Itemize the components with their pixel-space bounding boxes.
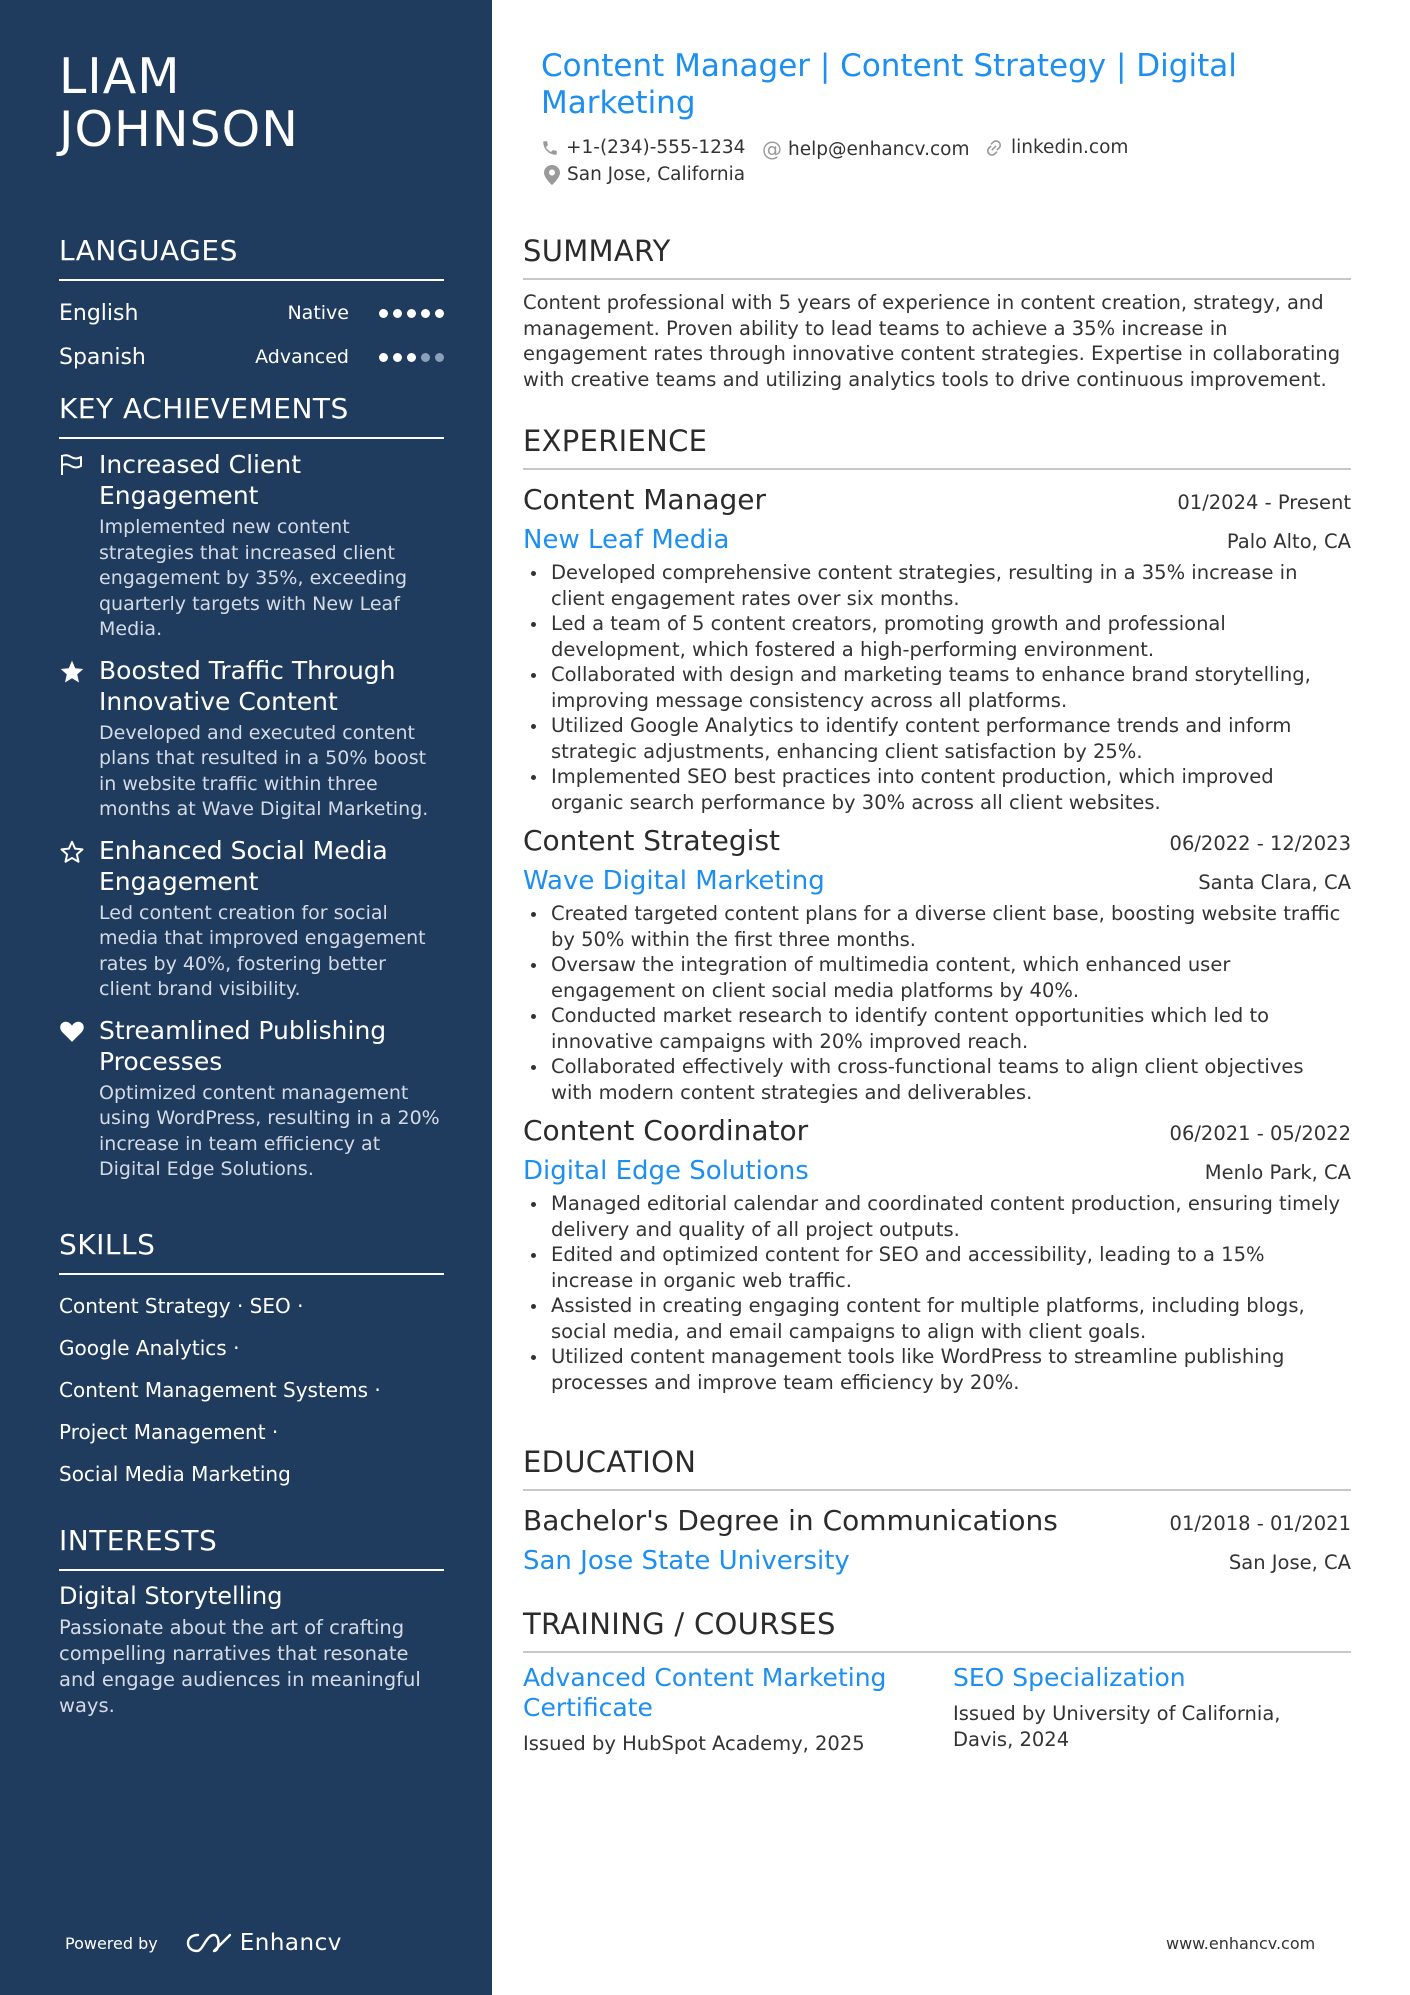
course-item xyxy=(953,1663,1333,1757)
job-bullet: Utilized Google Analytics to identify content performance trends and inform strategic adjustments, enhancing client satisfaction by 25%. xyxy=(523,713,1351,764)
experience-section xyxy=(523,424,1351,1395)
proficiency-dot-filled xyxy=(421,309,430,318)
job-bullet: Developed comprehensive content strategies, resulting in a 35% increase in client engagement rates over six months. xyxy=(523,560,1351,611)
course-issuer: Issued by University of California, Davis, 2024 xyxy=(953,1702,1281,1751)
job-bullet: Managed editorial calendar and coordinated content production, ensuring timely delivery and quality of all project outputs. xyxy=(523,1191,1351,1242)
education-title: EDUCATION xyxy=(523,1445,1351,1491)
job-bullet: Conducted market research to identify content opportunities which led to innovative campaigns with 20% improved reach. xyxy=(523,1003,1351,1054)
achievement-item xyxy=(59,835,444,1003)
flag-icon xyxy=(59,449,99,643)
job-bullet: Edited and optimized content for SEO and accessibility, leading to a 15% increase in organic web traffic. xyxy=(523,1242,1351,1293)
job-dates: 01/2024 - Present xyxy=(1177,491,1351,514)
skills-title: SKILLS xyxy=(59,1228,444,1275)
skills-section xyxy=(59,1228,444,1495)
job-bullets xyxy=(523,901,1351,1105)
name-last: JOHNSON xyxy=(59,101,299,158)
interests-title: INTERESTS xyxy=(59,1524,444,1571)
skill-row: Google Analytics · xyxy=(59,1336,240,1360)
achievement-item xyxy=(59,655,444,823)
website-link[interactable]: www.enhancv.com xyxy=(1166,1934,1316,1953)
location-text: San Jose, California xyxy=(567,164,746,185)
job-title: Content Manager xyxy=(523,483,766,516)
course-item xyxy=(523,1663,923,1757)
school-name: San Jose State University xyxy=(523,1546,850,1576)
interests-section xyxy=(59,1524,444,1719)
languages-title: LANGUAGES xyxy=(59,234,444,281)
job-entry xyxy=(523,1111,1351,1395)
achievement-title: Boosted Traffic Through Innovative Content xyxy=(99,655,396,716)
job-company: Wave Digital Marketing xyxy=(523,866,825,896)
job-bullet: Created targeted content plans for a diverse client base, boosting website traffic by 50% within the first three months. xyxy=(523,901,1351,952)
headline: Content Manager | Content Strategy | Digital Marketing xyxy=(541,48,1237,121)
linkedin-text[interactable]: linkedin.com xyxy=(1011,137,1129,158)
email-text[interactable]: help@enhancv.com xyxy=(788,138,970,160)
language-level: Native xyxy=(287,302,349,324)
language-level: Advanced xyxy=(255,346,349,368)
education-section xyxy=(523,1445,1351,1581)
job-title: Content Coordinator xyxy=(523,1114,809,1147)
contact-location xyxy=(544,164,745,185)
contact-linkedin xyxy=(984,137,1128,158)
summary-text: Content professional with 5 years of experience in content creation, strategy, and management. Proven ability to lead teams to achieve a 35% increase in engagement rates through innovative content strategies. Expertise in collaborating with creative teams and utilizing analytics tools to drive continuous improvement. xyxy=(523,291,1341,391)
enhancv-logo-icon xyxy=(186,1931,232,1955)
phone-text[interactable]: +1-(234)-555-1234 xyxy=(566,137,746,158)
proficiency-dot-empty xyxy=(421,353,430,362)
contact-email xyxy=(762,137,969,161)
achievement-description: Optimized content management using WordPress, resulting in a 20% increase in team efficiency at Digital Edge Solutions. xyxy=(99,1081,440,1180)
interest-title: Digital Storytelling xyxy=(59,1582,283,1610)
achievement-description: Implemented new content strategies that increased client engagement by 35%, exceeding quarterly targets with New Leaf Media. xyxy=(99,516,408,640)
skill-row: Content Strategy · SEO · xyxy=(59,1294,304,1318)
achievement-title: Enhanced Social Media Engagement xyxy=(99,835,388,896)
enhancv-logo-text: Enhancv xyxy=(239,1930,342,1956)
course-issuer: Issued by HubSpot Academy, 2025 xyxy=(523,1732,865,1755)
job-bullet: Oversaw the integration of multimedia content, which enhanced user engagement on client social media platforms by 40%. xyxy=(523,952,1351,1003)
job-bullets xyxy=(523,1191,1351,1395)
star-outline-icon xyxy=(59,835,99,1003)
course-title: Advanced Content Marketing Certificate xyxy=(523,1663,887,1722)
proficiency-dot-empty xyxy=(435,353,444,362)
interest-description: Passionate about the art of crafting compelling narratives that resonate and engage audiences in meaningful ways. xyxy=(59,1616,421,1717)
enhancv-logo[interactable] xyxy=(186,1930,342,1956)
training-title: TRAINING / COURSES xyxy=(523,1607,1351,1653)
language-proficiency-dots xyxy=(379,353,444,362)
degree-title: Bachelor's Degree in Communications xyxy=(523,1504,1058,1537)
location-pin-icon xyxy=(544,165,560,185)
proficiency-dot-filled xyxy=(393,353,402,362)
experience-title: EXPERIENCE xyxy=(523,424,1351,470)
job-dates: 06/2021 - 05/2022 xyxy=(1169,1122,1351,1145)
candidate-name xyxy=(59,50,299,156)
job-location: Palo Alto, CA xyxy=(1226,530,1351,553)
powered-by xyxy=(65,1930,342,1956)
achievement-item xyxy=(59,1015,444,1183)
language-proficiency-dots xyxy=(379,309,444,318)
job-location: Menlo Park, CA xyxy=(1204,1161,1351,1184)
job-bullet: Collaborated with design and marketing teams to enhance brand storytelling, improving message consistency across all platforms. xyxy=(523,662,1351,713)
summary-section xyxy=(523,234,1351,392)
course-title: SEO Specialization xyxy=(953,1663,1186,1692)
link-icon xyxy=(984,138,1004,158)
job-bullet: Utilized content management tools like WordPress to streamline publishing processes and improve team efficiency by 20%. xyxy=(523,1344,1351,1395)
job-bullet: Led a team of 5 content creators, promoting growth and professional development, which fostered a high-performing environment. xyxy=(523,611,1351,662)
job-location: Santa Clara, CA xyxy=(1198,871,1351,894)
achievement-description: Developed and executed content plans that resulted in a 50% boost in website traffic within three months at Wave Digital Marketing. xyxy=(99,721,429,820)
proficiency-dot-filled xyxy=(435,309,444,318)
job-company: New Leaf Media xyxy=(523,525,730,555)
education-dates: 01/2018 - 01/2021 xyxy=(1169,1512,1351,1535)
language-row xyxy=(59,291,444,335)
job-bullet: Assisted in creating engaging content for multiple platforms, including blogs, social media, and email campaigns to align with client goals. xyxy=(523,1293,1351,1344)
skill-row: Project Management · xyxy=(59,1420,279,1444)
languages-section xyxy=(59,234,444,379)
contact-phone xyxy=(541,137,745,158)
powered-by-label: Powered by xyxy=(65,1933,158,1953)
achievements-section xyxy=(59,392,444,1183)
job-entry xyxy=(523,480,1351,815)
sidebar xyxy=(0,0,492,1995)
phone-icon xyxy=(541,139,559,157)
achievement-item xyxy=(59,449,444,643)
job-bullet: Collaborated effectively with cross-functional teams to align client objectives with modern content strategies and deliverables. xyxy=(523,1054,1351,1105)
job-bullet: Implemented SEO best practices into content production, which improved organic search performance by 30% across all client websites. xyxy=(523,764,1351,815)
school-location: San Jose, CA xyxy=(1228,1551,1351,1574)
proficiency-dot-filled xyxy=(407,353,416,362)
skill-row: Social Media Marketing xyxy=(59,1462,291,1486)
achievement-description: Led content creation for social media that improved engagement rates by 40%, fostering better client brand visibility. xyxy=(99,901,426,1000)
at-icon: @ xyxy=(762,137,782,161)
summary-title: SUMMARY xyxy=(523,234,1351,280)
heart-icon xyxy=(59,1015,99,1183)
proficiency-dot-filled xyxy=(379,353,388,362)
proficiency-dot-filled xyxy=(407,309,416,318)
job-company: Digital Edge Solutions xyxy=(523,1156,809,1186)
proficiency-dot-filled xyxy=(393,309,402,318)
language-row xyxy=(59,335,444,379)
achievement-title: Increased Client Engagement xyxy=(99,450,301,510)
star-filled-icon xyxy=(59,655,99,823)
language-name: Spanish xyxy=(59,344,146,370)
training-section xyxy=(523,1607,1351,1757)
language-name: English xyxy=(59,300,139,326)
name-first: LIAM xyxy=(59,48,181,105)
job-title: Content Strategist xyxy=(523,824,781,857)
job-dates: 06/2022 - 12/2023 xyxy=(1169,832,1351,855)
job-bullets xyxy=(523,560,1351,815)
proficiency-dot-filled xyxy=(379,309,388,318)
achievement-title: Streamlined Publishing Processes xyxy=(99,1015,387,1076)
skill-row: Content Management Systems · xyxy=(59,1378,381,1402)
achievements-title: KEY ACHIEVEMENTS xyxy=(59,392,444,439)
job-entry xyxy=(523,821,1351,1105)
